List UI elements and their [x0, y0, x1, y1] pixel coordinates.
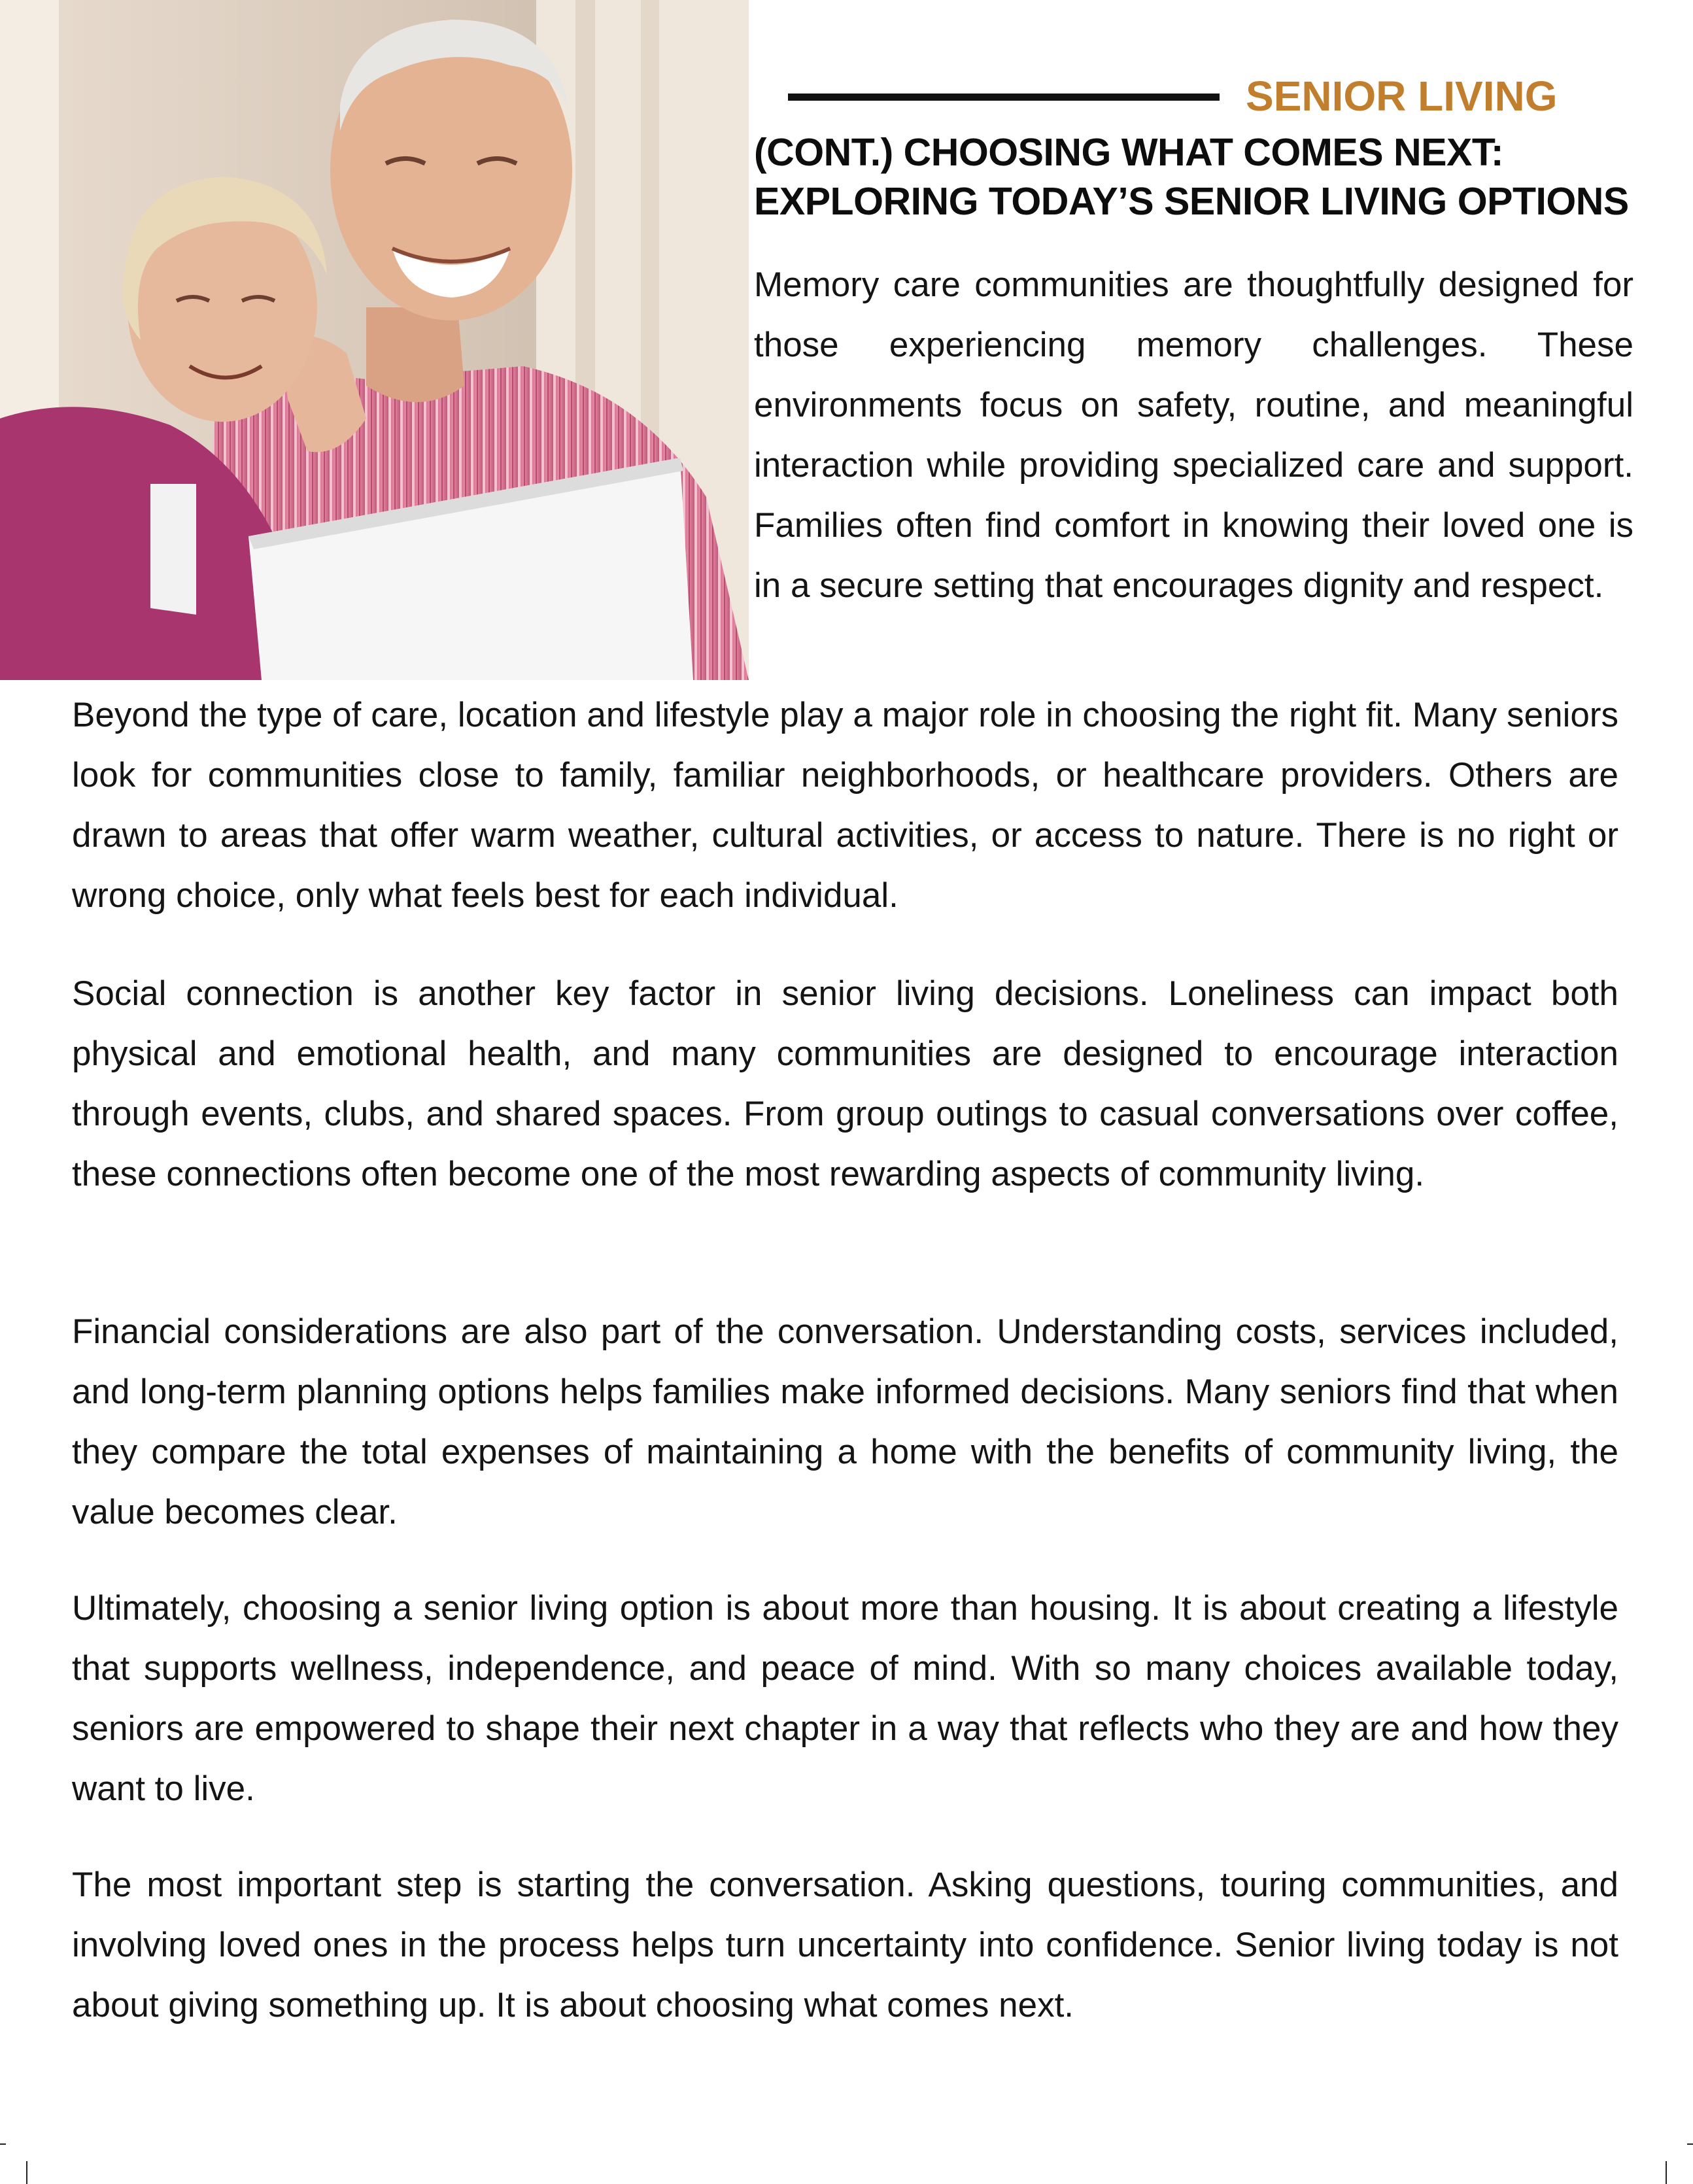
senior-couple-photo [0, 0, 749, 680]
headline-line-2: EXPLORING TODAY’S SENIOR LIVING OPTIONS [754, 180, 1629, 223]
senior-couple-laptop-photo-icon [0, 0, 749, 680]
header-rule [788, 94, 1220, 101]
section-label: SENIOR LIVING [1246, 73, 1558, 120]
body-paragraph: Social connection is another key factor in senior living decisions. Loneliness can impact both physical and emotional health, and many communities are designed to encourage interaction through events, clubs, and shared spaces. From group outings to casual conversations over coffee, these connections often become one of the most rewarding aspects of community living. [72, 974, 1618, 1193]
article-headline [754, 128, 1637, 226]
body-paragraph: The most important step is starting the conversation. Asking questions, touring communities, and involving loved ones in the process helps turn uncertainty into confidence. Senior living today is not about giving something up. It is about choosing what comes next. [72, 1866, 1618, 2024]
headline-line-1: (CONT.) CHOOSING WHAT COMES NEXT: [754, 131, 1503, 174]
crop-mark [1687, 2143, 1693, 2145]
body-paragraph: Financial considerations are also part of the conversation. Understanding costs, services included, and long-term planning options helps families make informed decisions. Many seniors find that when they compare the total expenses of maintaining a home with the benefits of community living, the value becomes clear. [72, 1312, 1618, 1531]
crop-mark [1666, 2161, 1667, 2184]
body-paragraph: Beyond the type of care, location and lifestyle play a major role in choosing the right fit. Many seniors look for communities close to family, familiar neighborhoods, or healthcare providers. Others are drawn to areas that offer warm weather, cultural activities, or access to nature. There is no right or wrong choice, only what feels best for each individual. [72, 696, 1618, 915]
intro-paragraph: Memory care communities are thoughtfully designed for those experiencing memory challenges. These environments focus on safety, routine, and meaningful interaction while providing specialized care and support. Families often find comfort in knowing their loved one is in a secure setting that encourages dignity and respect. [754, 265, 1633, 605]
crop-mark [0, 2143, 6, 2145]
body-paragraph: Ultimately, choosing a senior living option is about more than housing. It is about creating a lifestyle that supports wellness, independence, and peace of mind. With so many choices available today, seniors are empowered to shape their next chapter in a way that reflects who they are and how they want to live. [72, 1589, 1618, 1808]
crop-mark [26, 2161, 27, 2184]
